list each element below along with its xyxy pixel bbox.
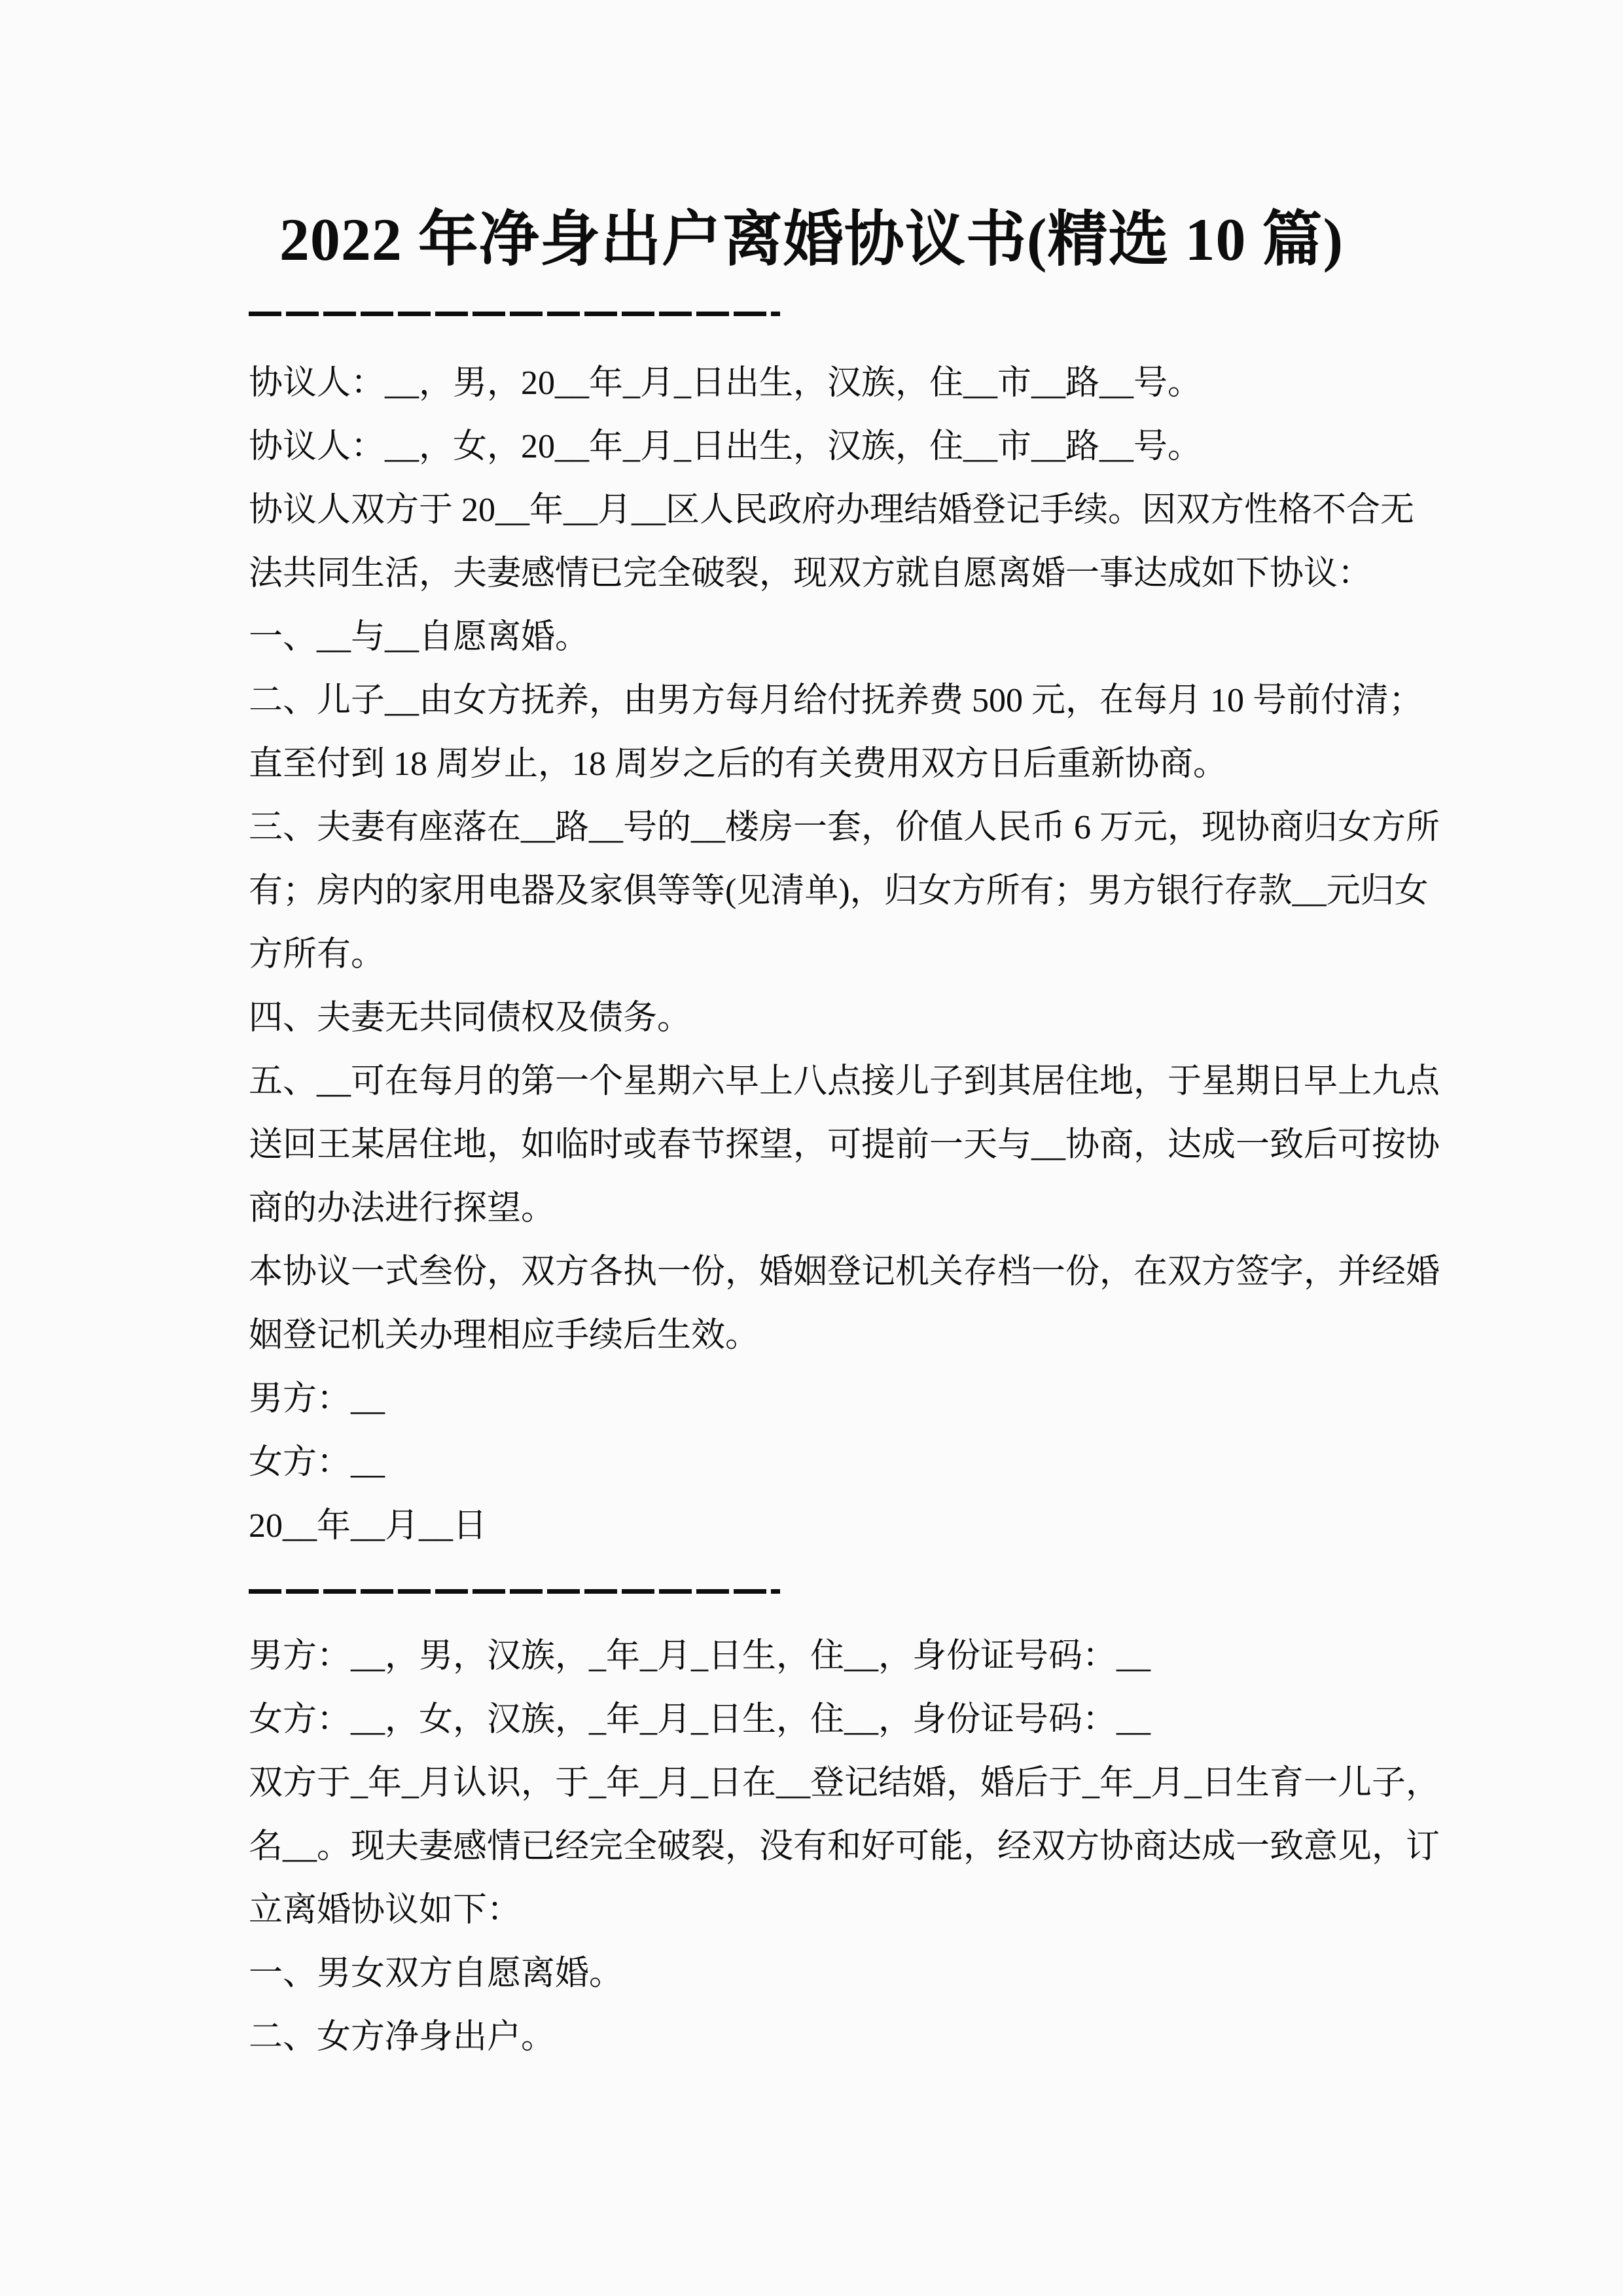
document-body bbox=[0, 351, 1623, 2069]
document-text-line: 方所有。 bbox=[249, 936, 385, 973]
document-text-line: 姻登记机关办理相应手续后生效。 bbox=[249, 1317, 760, 1354]
document-text-line: 一、男女双方自愿离婚。 bbox=[249, 1955, 624, 1992]
document-text-line: 名__。现夫妻感情已经完全破裂，没有和好可能，经双方协商达成一致意见，订 bbox=[249, 1828, 1440, 1865]
document-text-line: 男方：__ bbox=[249, 1380, 385, 1418]
document-text-line: 协议人：__，女，20__年_月_日出生，汉族，住__市__路__号。 bbox=[249, 428, 1202, 465]
document-text-line: 直至付到 18 周岁止，18 周岁之后的有关费用双方日后重新协商。 bbox=[249, 745, 1228, 783]
document-text-line: 二、儿子__由女方抚养，由男方每月给付抚养费 500 元，在每月 10 号前付清； bbox=[249, 682, 1423, 719]
document-text-line: 本协议一式叁份，双方各执一份，婚姻登记机关存档一份，在双方签字，并经婚 bbox=[249, 1253, 1440, 1291]
document-text-line: 商的办法进行探望。 bbox=[249, 1190, 556, 1227]
document-title: 2022 年净身出户离婚协议书(精选 10 篇) bbox=[279, 206, 1344, 273]
document-text-line: 女方：__ bbox=[249, 1444, 385, 1481]
document-text-line: 三、夫妻有座落在__路__号的__楼房一套，价值人民币 6 万元，现协商归女方所 bbox=[249, 809, 1440, 846]
document-text-line: 二、女方净身出户。 bbox=[249, 2018, 556, 2056]
document-text-line: 法共同生活，夫妻感情已完全破裂，现双方就自愿离婚一事达成如下协议： bbox=[249, 555, 1372, 592]
section-separator-line bbox=[249, 1589, 780, 1594]
document-text-line: 五、__可在每月的第一个星期六早上八点接儿子到其居住地，于星期日早上九点 bbox=[249, 1063, 1440, 1100]
document-text-line: 一、__与__自愿离婚。 bbox=[249, 619, 590, 656]
title-underline-separator bbox=[249, 312, 780, 316]
document-text-line: 送回王某居住地，如临时或春节探望，可提前一天与__协商，达成一致后可按协 bbox=[249, 1126, 1440, 1164]
document-text-line: 立离婚协议如下： bbox=[249, 1892, 522, 1929]
document-text-line: 20__年__月__日 bbox=[249, 1507, 488, 1545]
document-text-line: 协议人双方于 20__年__月__区人民政府办理结婚登记手续。因双方性格不合无 bbox=[249, 492, 1415, 529]
document-text-line: 协议人：__，男，20__年_月_日出生，汉族，住__市__路__号。 bbox=[249, 365, 1202, 402]
document-text-line: 男方：__，男，汉族，_年_月_日生，住__，身份证号码：__ bbox=[249, 1638, 1151, 1675]
document-text-line: 双方于_年_月认识，于_年_月_日在__登记结婚，婚后于_年_月_日生育一儿子， bbox=[249, 1765, 1440, 1802]
document-text-line: 女方：__，女，汉族，_年_月_日生，住__，身份证号码：__ bbox=[249, 1701, 1151, 1738]
document-text-line: 四、夫妻无共同债权及债务。 bbox=[249, 999, 692, 1037]
document-text-line: 有；房内的家用电器及家俱等等(见清单)，归女方所有；男方银行存款__元归女 bbox=[249, 872, 1429, 910]
